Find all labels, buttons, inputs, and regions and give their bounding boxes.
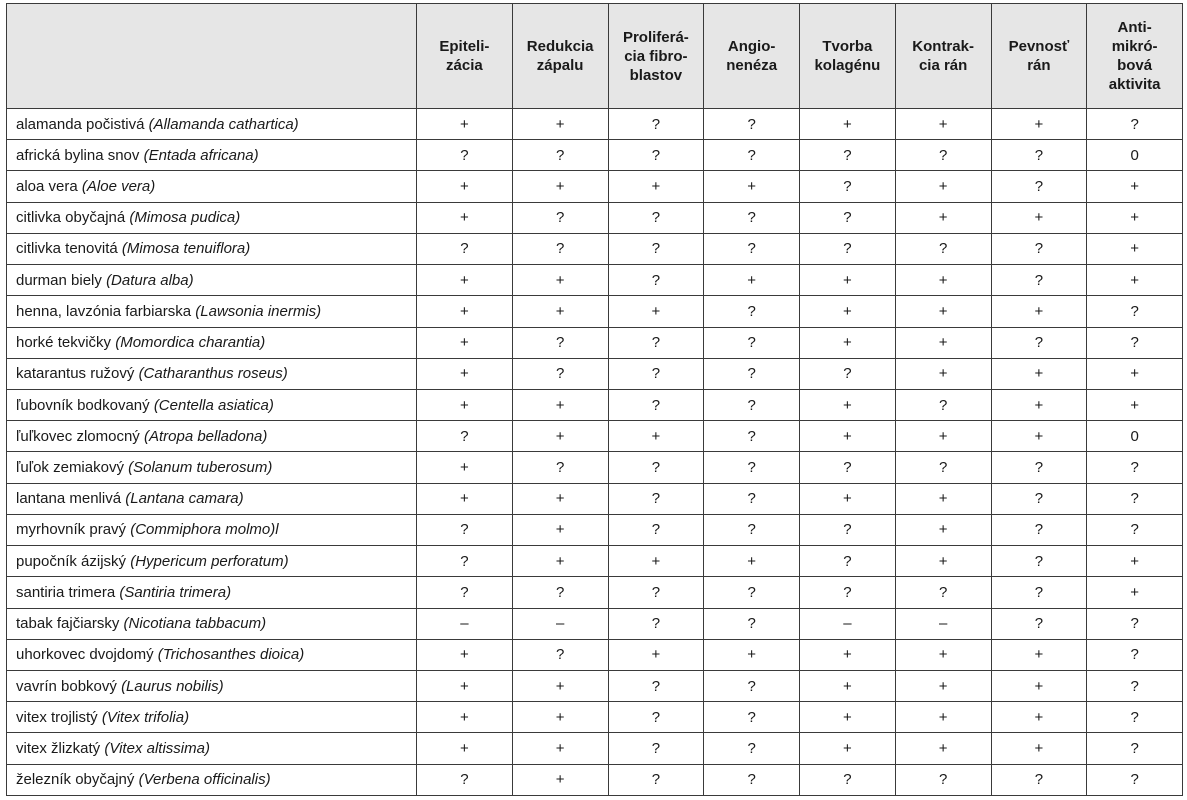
effect-value-cell: ? (608, 764, 704, 795)
effect-value-cell: + (991, 639, 1087, 670)
plant-common-name: vitex žlizkatý (16, 739, 101, 757)
effect-value-cell: + (895, 514, 991, 545)
effect-value-cell: ? (704, 577, 800, 608)
effect-value-cell: + (417, 483, 513, 514)
effect-value-cell: ? (800, 764, 896, 795)
effect-value-cell: + (800, 421, 896, 452)
effect-value-cell: ? (608, 452, 704, 483)
effect-value-cell: + (1087, 171, 1183, 202)
plant-latin-name: (Mimosa pudica) (129, 209, 241, 227)
plant-common-name: santiria trimera (16, 583, 116, 601)
plant-name-cell (7, 702, 417, 733)
effect-value-cell: + (895, 483, 991, 514)
effect-value-cell: ? (608, 233, 704, 264)
plant-common-name: tabak fajčiarsky (16, 615, 120, 633)
plant-name-cell (7, 733, 417, 764)
effect-value-cell: + (991, 702, 1087, 733)
plant-latin-name: (Momordica charantia) (115, 334, 266, 352)
table-row (7, 296, 1183, 327)
table-row (7, 514, 1183, 545)
effect-value-cell: + (895, 702, 991, 733)
column-header: Anti- mikró- bová aktivita (1087, 4, 1183, 109)
table-row (7, 702, 1183, 733)
effect-value-cell: ? (608, 202, 704, 233)
effect-value-cell: + (417, 670, 513, 701)
plant-name-cell (7, 608, 417, 639)
plant-name-cell (7, 109, 417, 140)
effect-value-cell: ? (512, 140, 608, 171)
effect-value-cell: + (991, 670, 1087, 701)
effect-value-cell: ? (512, 452, 608, 483)
plant-common-name: durman biely (16, 271, 102, 289)
effect-value-cell: + (417, 389, 513, 420)
effect-value-cell: ? (608, 702, 704, 733)
effect-value-cell: + (1087, 265, 1183, 296)
effect-value-cell: + (417, 327, 513, 358)
effect-value-cell: ? (800, 577, 896, 608)
effect-value-cell: ? (800, 514, 896, 545)
plant-name-cell (7, 452, 417, 483)
column-header: Pevnosť rán (991, 4, 1087, 109)
plant-latin-name: (Aloe vera) (81, 178, 156, 196)
effect-value-cell: ? (704, 452, 800, 483)
plant-latin-name: (Verbena officinalis) (138, 771, 271, 789)
effect-value-cell: + (800, 733, 896, 764)
effect-value-cell: – (895, 608, 991, 639)
effect-value-cell: + (800, 670, 896, 701)
effect-value-cell: + (895, 733, 991, 764)
effect-value-cell: + (991, 358, 1087, 389)
effect-value-cell: + (512, 733, 608, 764)
table-row (7, 670, 1183, 701)
column-header: Proliferá- cia fibro- blastov (608, 4, 704, 109)
effect-value-cell: ? (800, 452, 896, 483)
effect-value-cell: ? (608, 358, 704, 389)
effect-value-cell: + (417, 452, 513, 483)
plant-common-name: ľubovník bodkovaný (16, 396, 150, 414)
effect-value-cell: ? (704, 670, 800, 701)
plant-latin-name: (Allamanda cathartica) (148, 115, 299, 133)
effect-value-cell: ? (608, 514, 704, 545)
effect-value-cell: + (895, 171, 991, 202)
table-row (7, 733, 1183, 764)
plant-name-cell (7, 265, 417, 296)
effect-value-cell: ? (512, 358, 608, 389)
plant-common-name: železník obyčajný (16, 771, 135, 789)
table-row (7, 140, 1183, 171)
effect-value-cell: + (991, 296, 1087, 327)
effect-value-cell: + (895, 109, 991, 140)
effect-value-cell: ? (1087, 670, 1183, 701)
plant-latin-name: (Vitex trifolia) (101, 708, 190, 726)
effect-value-cell: ? (704, 327, 800, 358)
table-row (7, 327, 1183, 358)
column-header: Epiteli- zácia (417, 4, 513, 109)
effect-value-cell: + (991, 109, 1087, 140)
effect-value-cell: + (800, 109, 896, 140)
effect-value-cell: + (1087, 546, 1183, 577)
plant-name-cell (7, 670, 417, 701)
column-header: Kontrak- cia rán (895, 4, 991, 109)
effect-value-cell: ? (991, 233, 1087, 264)
plant-name-cell (7, 202, 417, 233)
effect-value-cell: ? (1087, 702, 1183, 733)
plant-common-name: ľuľkovec zlomocný (16, 427, 140, 445)
plant-common-name: aloa vera (16, 178, 78, 196)
effect-value-cell: ? (417, 140, 513, 171)
effect-value-cell: + (991, 733, 1087, 764)
effect-value-cell: + (895, 546, 991, 577)
effect-value-cell: ? (417, 233, 513, 264)
effect-value-cell: + (895, 421, 991, 452)
effect-value-cell: + (417, 702, 513, 733)
plant-name-cell (7, 233, 417, 264)
plant-name-cell (7, 514, 417, 545)
plant-latin-name: (Lantana camara) (125, 490, 244, 508)
plant-latin-name: (Nicotiana tabbacum) (123, 615, 267, 633)
effect-value-cell: + (800, 327, 896, 358)
effect-value-cell: ? (991, 514, 1087, 545)
effect-value-cell: ? (512, 233, 608, 264)
effect-value-cell: ? (608, 140, 704, 171)
effect-value-cell: ? (704, 608, 800, 639)
effect-value-cell: ? (512, 639, 608, 670)
effect-value-cell: ? (417, 546, 513, 577)
effect-value-cell: ? (704, 296, 800, 327)
plant-common-name: henna, lavzónia farbiarska (16, 302, 192, 320)
effect-value-cell: ? (512, 202, 608, 233)
effect-value-cell: ? (991, 140, 1087, 171)
effect-value-cell: ? (1087, 296, 1183, 327)
column-header: Tvorba kolagénu (800, 4, 896, 109)
corner-header-cell (7, 4, 417, 109)
table-row (7, 358, 1183, 389)
plant-latin-name: (Laurus nobilis) (121, 677, 224, 695)
effect-value-cell: + (991, 389, 1087, 420)
effect-value-cell: ? (1087, 764, 1183, 795)
plant-latin-name: (Atropa belladona) (143, 427, 268, 445)
effect-value-cell: + (608, 546, 704, 577)
effect-value-cell: + (512, 702, 608, 733)
plant-name-cell (7, 296, 417, 327)
effect-value-cell: + (512, 421, 608, 452)
effect-value-cell: – (512, 608, 608, 639)
effect-value-cell: + (895, 296, 991, 327)
effect-value-cell: ? (608, 109, 704, 140)
effect-value-cell: ? (800, 546, 896, 577)
effect-value-cell: ? (800, 233, 896, 264)
effect-value-cell: + (512, 764, 608, 795)
effect-value-cell: + (512, 514, 608, 545)
plant-common-name: vavrín bobkový (16, 677, 117, 695)
table-row (7, 764, 1183, 795)
effect-value-cell: ? (991, 546, 1087, 577)
effect-value-cell: + (512, 265, 608, 296)
effect-value-cell: ? (608, 483, 704, 514)
effect-value-cell: + (417, 265, 513, 296)
table-row (7, 171, 1183, 202)
plant-common-name: citlivka obyčajná (16, 209, 126, 227)
plant-latin-name: (Catharanthus roseus) (138, 365, 288, 383)
effect-value-cell: ? (608, 670, 704, 701)
effect-value-cell: ? (991, 764, 1087, 795)
effect-value-cell: + (800, 296, 896, 327)
plant-common-name: katarantus ružový (16, 365, 135, 383)
plant-latin-name: (Datura alba) (106, 271, 194, 289)
effect-value-cell: ? (704, 733, 800, 764)
effect-value-cell: + (608, 296, 704, 327)
table-row (7, 202, 1183, 233)
plant-common-name: uhorkovec dvojdomý (16, 646, 154, 664)
effect-value-cell: + (608, 639, 704, 670)
effect-value-cell: + (895, 358, 991, 389)
effect-value-cell: + (512, 483, 608, 514)
effect-value-cell: ? (1087, 109, 1183, 140)
plant-name-cell (7, 577, 417, 608)
plant-latin-name: (Santiria trimera) (119, 583, 232, 601)
effect-value-cell: + (512, 296, 608, 327)
effect-value-cell: + (800, 265, 896, 296)
plant-latin-name: (Trichosanthes dioica) (157, 646, 305, 664)
plant-latin-name: (Hypericum perforatum) (130, 552, 289, 570)
plant-common-name: ľuľok zemiakový (16, 459, 124, 477)
effect-value-cell: ? (608, 265, 704, 296)
plant-name-cell (7, 764, 417, 795)
table-row (7, 389, 1183, 420)
plant-common-name: citlivka tenovitá (16, 240, 118, 258)
plant-name-cell (7, 483, 417, 514)
effect-value-cell: ? (991, 577, 1087, 608)
effect-value-cell: ? (991, 327, 1087, 358)
effect-value-cell: ? (704, 514, 800, 545)
effect-value-cell: ? (417, 577, 513, 608)
effect-value-cell: ? (895, 233, 991, 264)
plant-name-cell (7, 546, 417, 577)
table-row (7, 233, 1183, 264)
effect-value-cell: ? (1087, 452, 1183, 483)
plant-effects-table (6, 3, 1183, 796)
effect-value-cell: ? (704, 389, 800, 420)
effect-value-cell: ? (1087, 608, 1183, 639)
effect-value-cell: + (895, 639, 991, 670)
effect-value-cell: ? (608, 608, 704, 639)
effect-value-cell: ? (1087, 639, 1183, 670)
effect-value-cell: + (895, 670, 991, 701)
effect-value-cell: ? (704, 233, 800, 264)
plant-name-cell (7, 421, 417, 452)
effect-value-cell: + (704, 265, 800, 296)
effect-value-cell: ? (704, 202, 800, 233)
effect-value-cell: ? (895, 140, 991, 171)
table-row (7, 639, 1183, 670)
effect-value-cell: ? (704, 483, 800, 514)
effect-value-cell: ? (895, 452, 991, 483)
effect-value-cell: ? (800, 358, 896, 389)
plant-common-name: vitex trojlistý (16, 708, 98, 726)
effect-value-cell: + (608, 421, 704, 452)
effect-value-cell: ? (704, 140, 800, 171)
effect-value-cell: ? (1087, 514, 1183, 545)
effect-value-cell: ? (800, 171, 896, 202)
effect-value-cell: ? (991, 171, 1087, 202)
effect-value-cell: ? (417, 421, 513, 452)
effect-value-cell: ? (800, 140, 896, 171)
effect-value-cell: ? (704, 358, 800, 389)
effect-value-cell: + (608, 171, 704, 202)
effect-value-cell: ? (608, 389, 704, 420)
plant-latin-name: (Commiphora molmo)l (130, 521, 279, 539)
table-container (6, 3, 1182, 796)
effect-value-cell: + (895, 327, 991, 358)
effect-value-cell: + (1087, 358, 1183, 389)
plant-latin-name: (Centella asiatica) (153, 396, 274, 414)
column-header: Redukcia zápalu (512, 4, 608, 109)
effect-value-cell: + (991, 421, 1087, 452)
effect-value-cell: + (417, 171, 513, 202)
plant-latin-name: (Mimosa tenuiflora) (121, 240, 251, 258)
effect-value-cell: ? (608, 327, 704, 358)
effect-value-cell: 0 (1087, 140, 1183, 171)
effect-value-cell: ? (991, 452, 1087, 483)
effect-value-cell: + (800, 483, 896, 514)
table-row (7, 546, 1183, 577)
effect-value-cell: + (417, 296, 513, 327)
effect-value-cell: + (704, 546, 800, 577)
effect-value-cell: ? (512, 327, 608, 358)
effect-value-cell: + (512, 546, 608, 577)
table-row (7, 265, 1183, 296)
effect-value-cell: ? (417, 764, 513, 795)
effect-value-cell: – (417, 608, 513, 639)
effect-value-cell: – (800, 608, 896, 639)
plant-latin-name: (Solanum tuberosum) (128, 459, 273, 477)
effect-value-cell: ? (704, 702, 800, 733)
column-header: Angio- nenéza (704, 4, 800, 109)
effect-value-cell: ? (991, 608, 1087, 639)
effect-value-cell: + (417, 733, 513, 764)
table-row (7, 608, 1183, 639)
plant-name-cell (7, 639, 417, 670)
effect-value-cell: ? (1087, 483, 1183, 514)
effect-value-cell: ? (417, 514, 513, 545)
effect-value-cell: + (512, 670, 608, 701)
table-row (7, 452, 1183, 483)
plant-latin-name: (Lawsonia inermis) (195, 302, 322, 320)
plant-common-name: pupočník ázijský (16, 552, 127, 570)
effect-value-cell: ? (608, 733, 704, 764)
effect-value-cell: + (417, 109, 513, 140)
effect-value-cell: + (800, 702, 896, 733)
effect-value-cell: + (1087, 577, 1183, 608)
effect-value-cell: ? (704, 764, 800, 795)
plant-name-cell (7, 140, 417, 171)
effect-value-cell: + (417, 202, 513, 233)
effect-value-cell: + (895, 202, 991, 233)
effect-value-cell: ? (991, 265, 1087, 296)
effect-value-cell: ? (704, 421, 800, 452)
effect-value-cell: + (512, 389, 608, 420)
plant-latin-name: (Entada africana) (143, 146, 259, 164)
effect-value-cell: ? (1087, 327, 1183, 358)
effect-value-cell: + (895, 265, 991, 296)
plant-common-name: horké tekvičky (16, 334, 112, 352)
effect-value-cell: ? (608, 577, 704, 608)
plant-common-name: africká bylina snov (16, 146, 140, 164)
effect-value-cell: + (512, 109, 608, 140)
plant-name-cell (7, 389, 417, 420)
plant-name-cell (7, 171, 417, 202)
effect-value-cell: + (417, 358, 513, 389)
effect-value-cell: + (800, 639, 896, 670)
effect-value-cell: + (800, 389, 896, 420)
table-row (7, 109, 1183, 140)
table-body (7, 109, 1183, 796)
effect-value-cell: + (991, 202, 1087, 233)
effect-value-cell: ? (895, 389, 991, 420)
plant-name-cell (7, 358, 417, 389)
effect-value-cell: ? (512, 577, 608, 608)
effect-value-cell: ? (800, 202, 896, 233)
effect-value-cell: ? (704, 109, 800, 140)
effect-value-cell: + (704, 171, 800, 202)
effect-value-cell: + (417, 639, 513, 670)
effect-value-cell: ? (1087, 733, 1183, 764)
effect-value-cell: + (512, 171, 608, 202)
effect-value-cell: ? (991, 483, 1087, 514)
table-row (7, 421, 1183, 452)
effect-value-cell: + (1087, 233, 1183, 264)
effect-value-cell: + (704, 639, 800, 670)
plant-name-cell (7, 327, 417, 358)
plant-common-name: lantana menlivá (16, 490, 122, 508)
plant-common-name: myrhovník pravý (16, 521, 127, 539)
plant-latin-name: (Vitex altissima) (104, 739, 210, 757)
plant-common-name: alamanda počistivá (16, 115, 145, 133)
header-row (7, 4, 1183, 109)
effect-value-cell: 0 (1087, 421, 1183, 452)
effect-value-cell: ? (895, 764, 991, 795)
effect-value-cell: + (1087, 202, 1183, 233)
table-row (7, 483, 1183, 514)
effect-value-cell: ? (895, 577, 991, 608)
table-row (7, 577, 1183, 608)
effect-value-cell: + (1087, 389, 1183, 420)
